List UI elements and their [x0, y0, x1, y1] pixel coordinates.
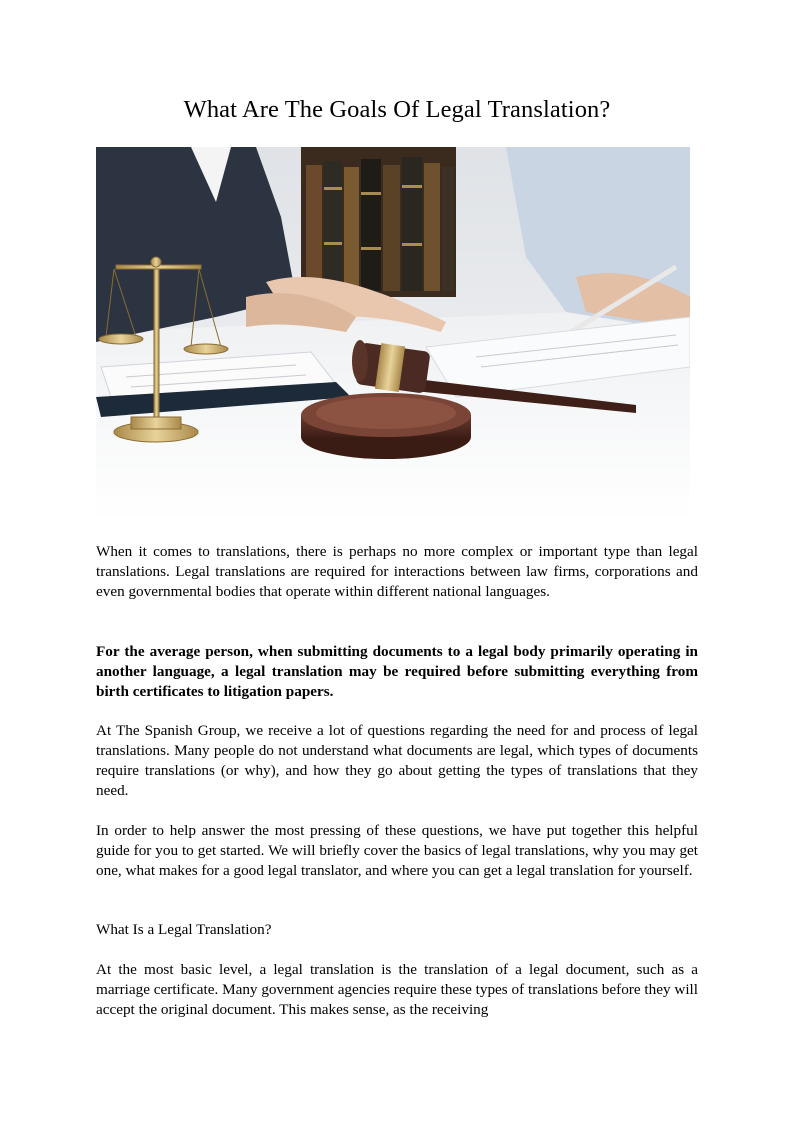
- paragraph-spanish-group: At The Spanish Group, we receive a lot of questions regarding the need for and process of legal translations. Many people do not understand what documents are legal, which types of documents require translations (or why), and how they go about getting the types of translations that they need.: [96, 722, 698, 799]
- section-heading-what-is: What Is a Legal Translation?: [96, 921, 272, 938]
- page-title: What Are The Goals Of Legal Translation?: [183, 96, 611, 123]
- legal-scene-photo: [96, 147, 690, 520]
- paragraph-average-person: For the average person, when submitting documents to a legal body primarily operating in another language, a legal translation may be required before submitting everything from birth certificates to litigation papers.: [96, 643, 698, 700]
- paragraph-guide: In order to help answer the most pressing of these questions, we have put together this helpful guide for you to get started. We will briefly cover the basics of legal translations, why you may get one, what makes for a good legal translator, and where you can get a legal translation for yourself.: [96, 822, 698, 879]
- paragraph-basic-level: At the most basic level, a legal translation is the translation of a legal document, such as a marriage certificate. Many government agencies require these types of translations before they will accept the original document. This makes sense, as the receiving: [96, 961, 698, 1018]
- paragraph-intro: When it comes to translations, there is perhaps no more complex or important type than legal translations. Legal translations are required for interactions between law firms, corporations and even governmental bodies that operate within different national languages.: [96, 543, 698, 600]
